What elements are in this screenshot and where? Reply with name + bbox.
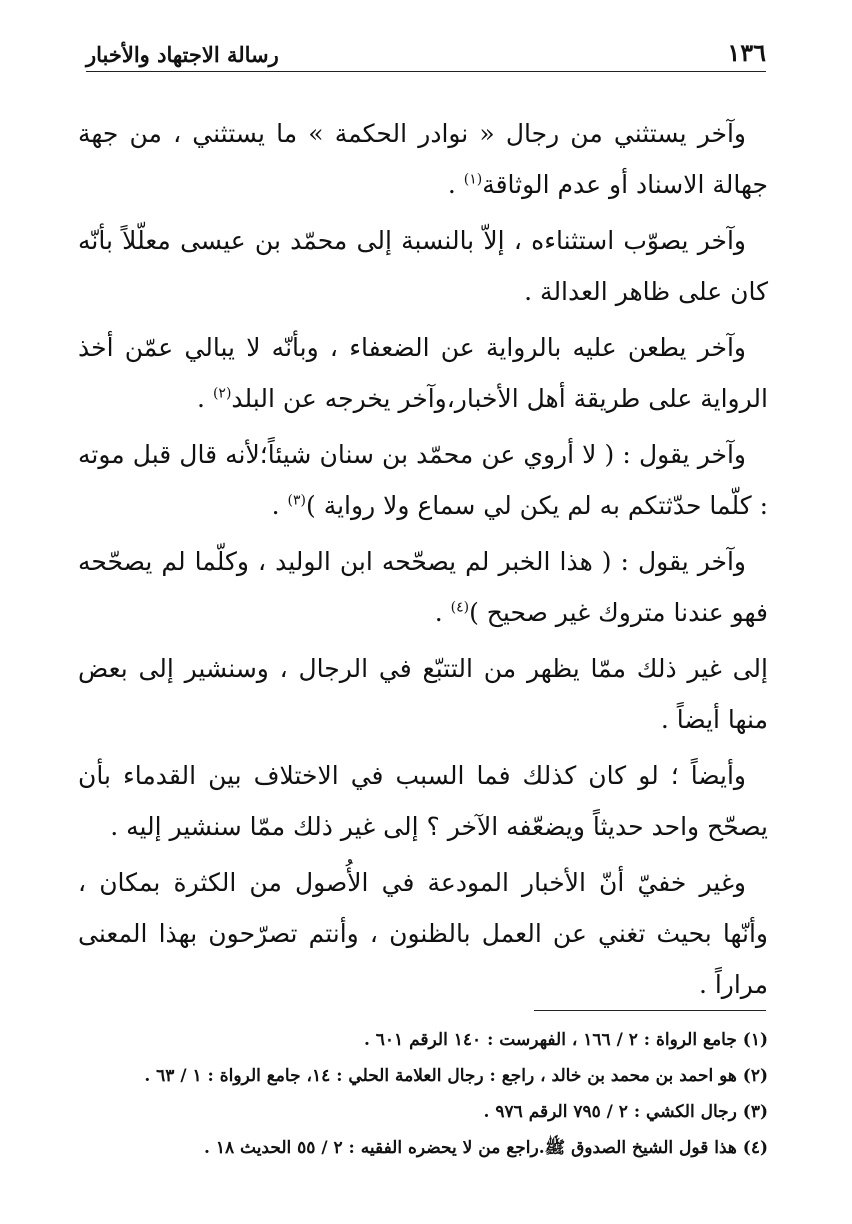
paragraph: وآخر يقول : ( لا أروي عن محمّد بن سنان شيئاً؛لأنه قال قبل موته : كلّما حدّثتكم به لم يكن لي سماع ولا رواية )$^{(٣)}$ .	[78, 440, 768, 520]
footnote: (٣) رجال الكشي : ٢ / ٧٩٥ الرقم ٩٧٦ .	[483, 1102, 768, 1122]
footnote-ref: (٢)	[212, 385, 232, 402]
paragraph: وغير خفيّ أنّ الأخبار المودعة في الأُصول من الكثرة بمكان ، وأنّها بحيث تغني عن العمل بالظنون ، وأنتم تصرّحون بهذا المعنى مراراً .	[78, 868, 768, 999]
paragraph: وآخر يطعن عليه بالرواية عن الضعفاء ، وبأنّه لا يبالي عمّن أخذ الرواية على طريقة أهل الأخبار،وآخر يخرجه عن البلد$^{(٢)}$ .	[78, 333, 768, 413]
footnote: (٤) هذا قول الشيخ الصدوق ﷺ.راجع من لا يحضره الفقيه : ٢ / ٥٥ الحديث ١٨ .	[203, 1138, 768, 1158]
paragraph: وآخر يصوّب استثناءه ، إلاّ بالنسبة إلى محمّد بن عيسى معلّلاً بأنّه كان على ظاهر العدالة .	[78, 226, 768, 306]
paragraph: إلى غير ذلك ممّا يظهر من التتبّع في الرجال ، وسنشير إلى بعض منها أيضاً .	[78, 654, 768, 734]
page-number: ١٣٦	[727, 38, 766, 67]
main-text	[78, 108, 768, 1015]
footnote-ref: (٤)	[450, 599, 470, 616]
footnote-ref: (١)	[463, 171, 483, 188]
paragraph: وأيضاً ؛ لو كان كذلك فما السبب في الاختلاف بين القدماء بأن يصحّح واحد حديثاً ويضعّفه الآخر ؟ إلى غير ذلك ممّا سنشير إليه .	[78, 761, 768, 841]
footnote-ref: (٣)	[287, 492, 306, 509]
paragraph: وآخر يستثني من رجال « نوادر الحكمة » ما يستثني ، من جهة جهالة الاسناد أو عدم الوثاقة$^{(١)}$ .	[78, 119, 768, 199]
footnote: (٢) هو احمد بن محمد بن خالد ، راجع : رجال العلامة الحلي : ١٤، جامع الرواة : ١ / ٦٣ .	[144, 1066, 768, 1086]
page-header	[86, 38, 766, 72]
paragraph: وآخر يقول : ( هذا الخبر لم يصحّحه ابن الوليد ، وكلّما لم يصحّحه فهو عندنا متروك غير صحيح )$^{(٤)}$ .	[78, 547, 768, 627]
footnote: (١) جامع الرواة : ٢ / ١٦٦ ، الفهرست : ١٤٠ الرقم ٦٠١ .	[363, 1030, 768, 1050]
footnote-separator	[534, 1010, 766, 1011]
footnotes	[86, 1022, 768, 1166]
running-title: رسالة الاجتهاد والأخبار	[86, 42, 279, 67]
